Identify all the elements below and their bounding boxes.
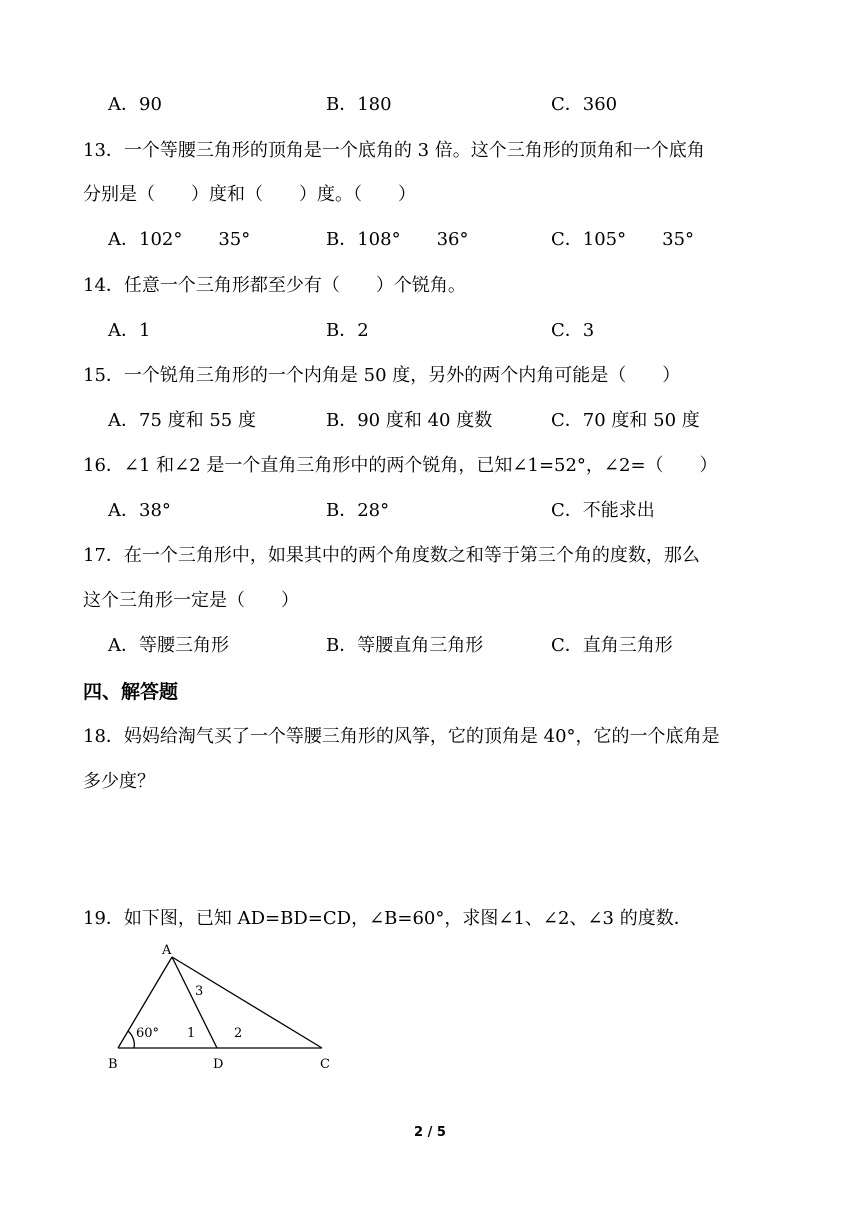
q16-option-b: B．28°	[326, 500, 390, 521]
q14-option-a: A．1	[108, 320, 151, 341]
label-d: D	[213, 1057, 224, 1072]
q12-option-c: C．360	[551, 94, 618, 115]
q17-text-line2: 这个三角形一定是（ ）	[83, 590, 299, 611]
q12-option-b: B．180	[326, 94, 392, 115]
q18-text-line2: 多少度？	[83, 771, 155, 792]
q17-option-c: C．直角三角形	[551, 635, 673, 656]
q16-option-c: C．不能求出	[551, 500, 655, 521]
section-heading: 四、解答题	[83, 681, 179, 703]
q13-option-c: C．105° 35°	[551, 229, 695, 250]
q13-text-line2: 分别是（ ）度和（ ）度。（ ）	[83, 184, 416, 205]
q19-text: 19．如下图，已知 AD=BD=CD，∠B=60°，求图∠1、∠2、∠3 的度数．	[83, 908, 692, 929]
label-c: C	[320, 1057, 330, 1072]
q16-text: 16．∠1 和∠2 是一个直角三角形中的两个锐角，已知∠1=52°，∠2=（ ）	[83, 455, 718, 476]
angle-1-label: 1	[187, 1026, 196, 1041]
q13-option-b: B．108° 36°	[326, 229, 469, 250]
page-number: 2 / 5	[414, 1125, 446, 1140]
q15-text: 15．一个锐角三角形的一个内角是 50 度，另外的两个内角可能是（ ）	[83, 365, 681, 386]
q18-text-line1: 18．妈妈给淘气买了一个等腰三角形的风筝，它的顶角是 40°，它的一个底角是	[83, 726, 720, 747]
q15-option-a: A．75 度和 55 度	[108, 410, 256, 431]
q16-option-a: A．38°	[108, 500, 171, 521]
q17-option-a: A．等腰三角形	[108, 635, 229, 656]
label-a: A	[162, 943, 172, 958]
q14-option-b: B．2	[326, 320, 369, 341]
label-b: B	[108, 1057, 118, 1072]
q15-option-c: C．70 度和 50 度	[551, 410, 700, 431]
angle-b-arc	[128, 1031, 134, 1048]
q14-option-c: C．3	[551, 320, 595, 341]
q17-option-b: B．等腰直角三角形	[326, 635, 484, 656]
triangle-figure	[100, 942, 340, 1072]
q13-text-line1: 13．一个等腰三角形的顶角是一个底角的 3 倍。这个三角形的顶角和一个底角	[83, 140, 705, 161]
angle-b-label: 60°	[136, 1026, 160, 1041]
angle-2-label: 2	[234, 1026, 243, 1041]
q17-text-line1: 17．在一个三角形中，如果其中的两个角度数之和等于第三个角的度数，那么	[83, 545, 700, 566]
q14-text: 14．任意一个三角形都至少有（ ）个锐角。	[83, 275, 466, 296]
q15-option-b: B．90 度和 40 度数	[326, 410, 493, 431]
q13-option-a: A．102° 35°	[108, 229, 251, 250]
angle-3-label: 3	[195, 984, 204, 999]
q12-option-a: A．90	[108, 94, 162, 115]
